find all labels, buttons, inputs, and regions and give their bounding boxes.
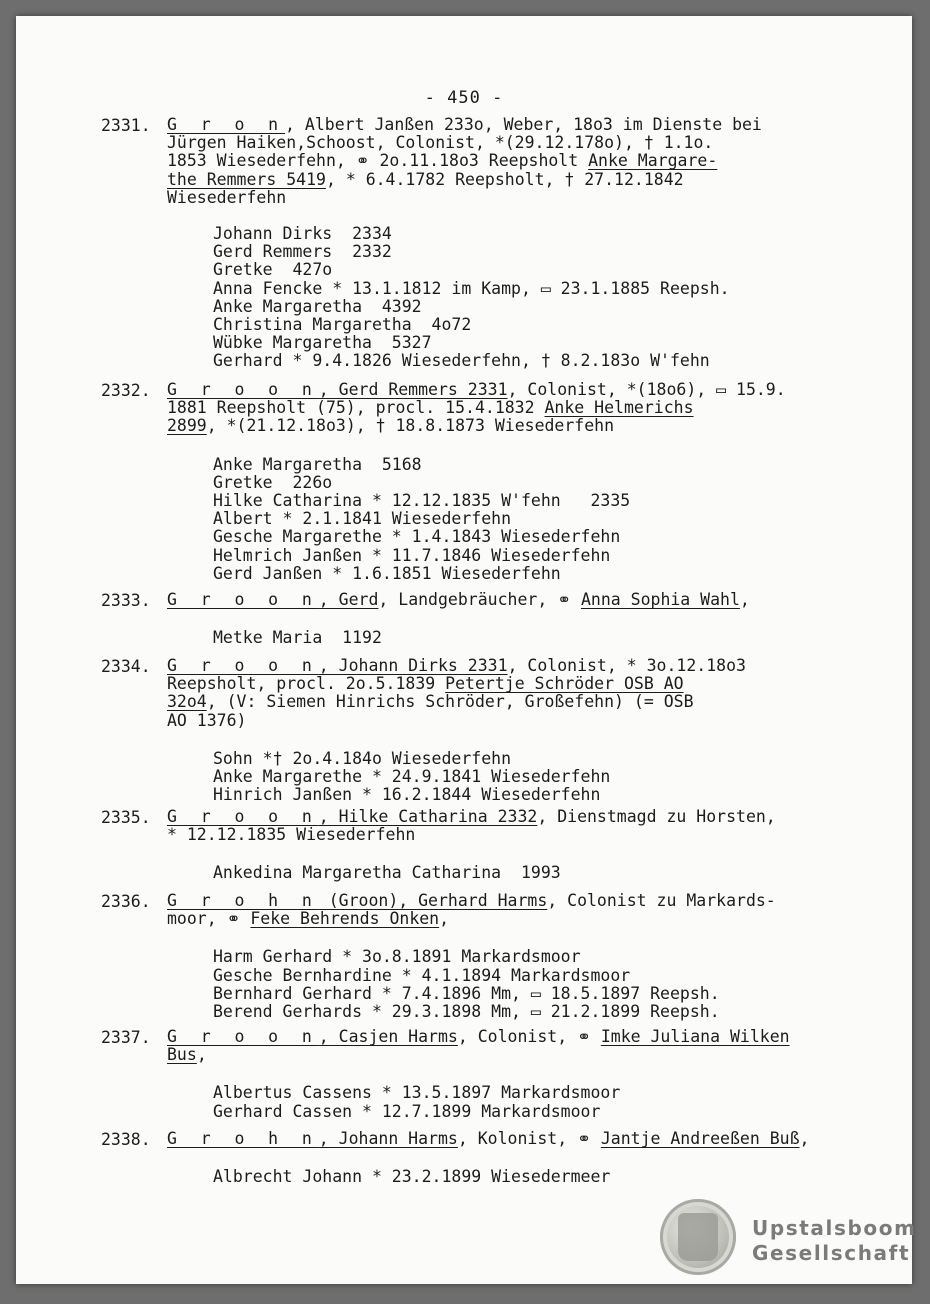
child-entry: Ankedina Margaretha Catharina 1993 — [213, 863, 561, 883]
entry-number: 2336. — [101, 892, 151, 911]
heading-text: , Hilke Catharina 2332 — [318, 807, 538, 826]
heading-line — [167, 171, 797, 189]
heading-text: , Colonist zu Markards- — [547, 891, 776, 910]
entry-heading — [167, 808, 797, 844]
heading-line — [167, 152, 797, 170]
heading-line — [167, 693, 797, 711]
child-entry: Hinrich Janßen * 16.2.1844 Wiesederfehn — [213, 785, 601, 805]
heading-text: Petertje Schröder OSB AO — [445, 674, 684, 694]
entry-heading — [167, 116, 797, 207]
child-entry: Anke Margaretha 4392 — [213, 296, 422, 316]
child-entry: Gerhard Cassen * 12.7.1899 Markardsmoor — [213, 1101, 601, 1121]
heading-line — [167, 381, 797, 399]
surname: G r o h n — [167, 1129, 319, 1148]
heading-line — [167, 808, 797, 826]
child-entry: Gesche Margarethe * 1.4.1843 Wiesederfehn — [213, 527, 621, 547]
children-list — [213, 1168, 610, 1186]
child-entry: Helmrich Janßen * 11.7.1846 Wiesederfehn — [213, 545, 611, 565]
child-entry: Gretke 226o — [213, 472, 333, 492]
heading-text: Wiesederfehn — [167, 187, 287, 207]
heading-line — [167, 712, 797, 730]
heading-text: 2899 — [167, 416, 207, 436]
heading-text: , Colonist, * 3o.12.18o3 — [507, 656, 746, 675]
heading-line — [167, 826, 797, 844]
society-seal-icon — [660, 1199, 736, 1275]
heading-text: , Landgebräucher, ⚭ — [378, 590, 581, 609]
child-entry: Hilke Catharina * 12.12.1835 W'fehn 2335 — [213, 491, 631, 510]
heading-text: , *(21.12.18o3), † 18.8.1873 Wiesederfehn — [206, 416, 615, 436]
heading-line — [167, 417, 797, 435]
entry-heading — [167, 657, 797, 730]
entry-heading — [167, 591, 797, 609]
heading-text: , Gerd — [318, 590, 379, 609]
surname: G r o o n — [167, 590, 319, 609]
heading-text: Feke Behrends Onken — [250, 909, 440, 929]
heading-text: 1881 Reepsholt (75), procl. 15.4.1832 — [167, 398, 545, 418]
heading-line — [167, 189, 797, 207]
children-list — [213, 750, 610, 805]
child-entry: Johann Dirks 2334 — [213, 224, 392, 243]
child-entry: Berend Gerhards * 29.3.1898 Mm, ▭ 21.2.1899 Reepsh. — [213, 1002, 720, 1021]
children-list — [213, 864, 561, 882]
child-entry: Sohn *† 2o.4.184o Wiesederfehn — [213, 748, 512, 768]
heading-text: , Colonist, ⚭ — [457, 1027, 601, 1046]
entry-heading — [167, 1028, 797, 1064]
heading-text: , (V: Siemen Hinrichs Schröder, Großefehn) (= OSB — [206, 692, 694, 712]
surname: G r o n — [167, 115, 286, 134]
entry-number: 2335. — [101, 808, 151, 827]
entry-number: 2332. — [101, 381, 151, 400]
child-entry: Gerd Janßen * 1.6.1851 Wiesederfehn — [213, 563, 561, 583]
heading-text: , — [799, 1129, 810, 1148]
heading-text: 32o4 — [167, 692, 207, 712]
entry-number: 2334. — [101, 657, 151, 676]
heading-line — [167, 399, 797, 417]
society-name — [752, 1216, 917, 1266]
document-page — [16, 16, 917, 1284]
entry-number: 2338. — [101, 1130, 151, 1149]
heading-line — [167, 675, 797, 693]
heading-text: , * 6.4.1782 Reepsholt, † 27.12.1842 — [325, 169, 684, 189]
child-entry: Albrecht Johann * 23.2.1899 Wiesedermeer — [213, 1167, 611, 1187]
child-entry: Anna Fencke * 13.1.1812 im Kamp, ▭ 23.1.1885 Reepsh. — [213, 278, 730, 298]
heading-line — [167, 910, 797, 928]
entry-heading — [167, 892, 797, 928]
heading-text: , — [439, 909, 450, 929]
page-number: - 450 - — [424, 88, 504, 108]
heading-text: , — [739, 590, 750, 609]
brand-line-2: Gesellschaft — [752, 1241, 911, 1265]
child-entry: Christina Margaretha 4o72 — [213, 315, 472, 335]
heading-text: , — [196, 1045, 207, 1065]
entry-number: 2337. — [101, 1028, 151, 1047]
heading-line — [167, 591, 797, 609]
entry-number: 2331. — [101, 116, 151, 135]
surname: G r o o n — [167, 1027, 319, 1046]
children-list — [213, 456, 630, 583]
children-list — [213, 948, 720, 1021]
heading-text: , Kolonist, ⚭ — [457, 1129, 601, 1148]
child-entry: Gretke 427o — [213, 260, 333, 280]
heading-text: , Casjen Harms — [318, 1027, 458, 1046]
heading-text: Reepsholt, procl. 2o.5.1839 — [167, 674, 446, 694]
child-entry: Wübke Margaretha 5327 — [213, 333, 432, 353]
heading-line — [167, 657, 797, 675]
heading-text: Imke Juliana Wilken — [600, 1027, 790, 1046]
child-entry: Harm Gerhard * 3o.8.1891 Markardsmoor — [213, 947, 581, 967]
child-entry: Gerhard * 9.4.1826 Wiesederfehn, † 8.2.183o W'fehn — [213, 351, 710, 371]
children-list — [213, 1084, 620, 1120]
heading-line — [167, 116, 797, 134]
heading-text: Jantje Andreeßen Buß — [600, 1129, 800, 1148]
heading-line — [167, 1028, 797, 1046]
heading-text: Anke Helmerichs — [544, 398, 694, 418]
heading-line — [167, 1129, 810, 1148]
heading-text: Anke Margare- — [588, 151, 718, 171]
heading-text: , Albert Janßen 233o, Weber, 18o3 im Dienste bei — [285, 115, 762, 134]
heading-text: , Johann Dirks 2331 — [318, 656, 508, 675]
heading-text: , Colonist, *(18o6), ▭ 15.9. — [507, 380, 786, 399]
child-entry: Albert * 2.1.1841 Wiesederfehn — [213, 509, 512, 529]
child-entry: Metke Maria 1192 — [213, 628, 382, 648]
heading-text: , Gerd Remmers 2331 — [318, 380, 508, 399]
entry-heading — [167, 381, 797, 436]
heading-text: the Remmers 5419 — [167, 169, 326, 189]
surname: G r o o n — [167, 656, 319, 675]
heading-text: Jürgen Haiken,Schoost, Colonist, *(29.12.178o), † 1.1o. — [167, 133, 714, 153]
surname: G r o o n — [167, 807, 319, 826]
entry-heading — [167, 1129, 810, 1148]
child-entry: Gerd Remmers 2332 — [213, 242, 392, 262]
heading-line — [167, 892, 797, 910]
child-entry: Anke Margarethe * 24.9.1841 Wiesederfehn — [213, 767, 611, 786]
heading-text: 1853 Wiesederfehn, ⚭ 2o.11.18o3 Reepsholt — [167, 151, 589, 171]
child-entry: Bernhard Gerhard * 7.4.1896 Mm, ▭ 18.5.1897 Reepsh. — [213, 983, 720, 1003]
heading-text: Anna Sophia Wahl — [580, 590, 740, 609]
heading-text: , Dienstmagd zu Horsten, — [537, 807, 776, 826]
children-list — [213, 629, 382, 647]
surname: G r o o n — [167, 380, 319, 399]
heading-line — [167, 1046, 797, 1064]
child-entry: Gesche Bernhardine * 4.1.1894 Markardsmoor — [213, 965, 631, 985]
heading-text: moor, ⚭ — [167, 909, 251, 929]
children-list — [213, 225, 730, 371]
heading-text: AO 1376) — [167, 710, 247, 730]
heading-line — [167, 134, 797, 152]
child-entry: Albertus Cassens * 13.5.1897 Markardsmoor — [213, 1083, 621, 1103]
heading-text: * 12.12.1835 Wiesederfehn — [167, 825, 416, 845]
surname: G r o h n — [167, 891, 319, 910]
child-entry: Anke Margaretha 5168 — [213, 454, 422, 474]
heading-text: , Johann Harms — [318, 1129, 458, 1148]
heading-text: (Groon), Gerhard Harms — [318, 891, 548, 910]
entry-number: 2333. — [101, 591, 151, 610]
brand-line-1: Upstalsboom — [752, 1216, 917, 1240]
heading-text: Bus — [167, 1045, 197, 1065]
